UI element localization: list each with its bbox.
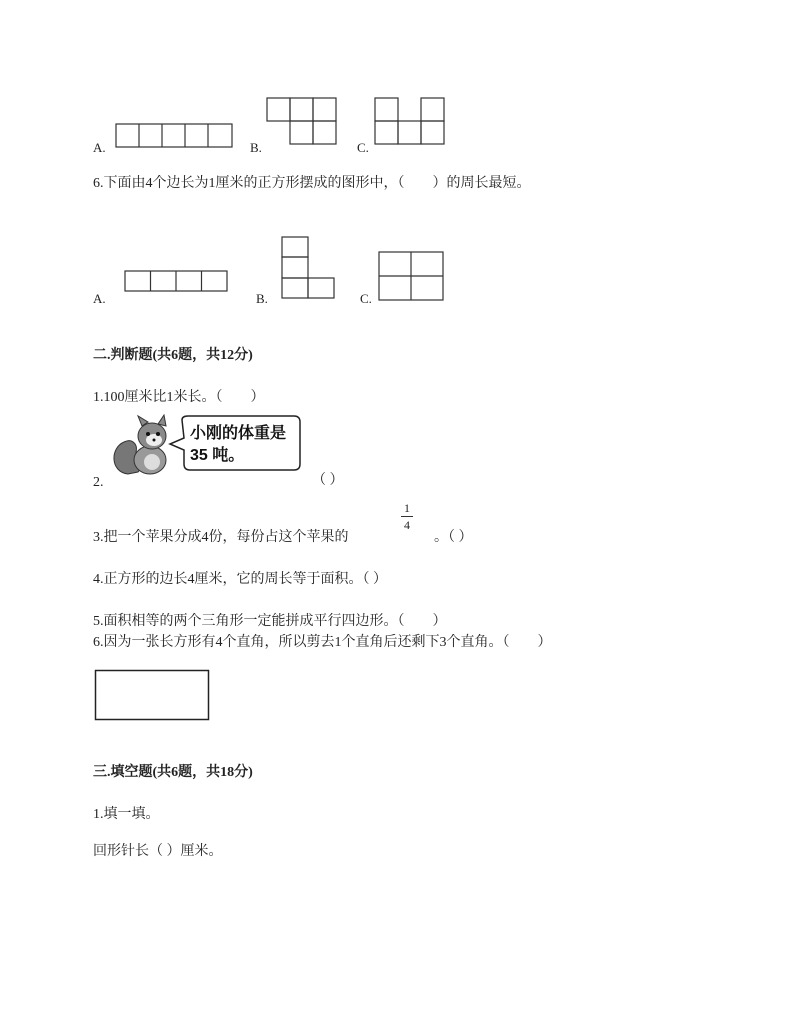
q6-option-a-label: A. [93,291,106,306]
q5-option-a-label: A. [93,140,106,155]
section2-heading: 二.判断题(共6题，共12分) [93,348,253,363]
q3-fraction-numerator: 1 [404,501,410,515]
q3-fraction-denominator: 4 [404,518,410,532]
section2-q1: 1.100厘米比1米长。（ ） [93,390,265,405]
q5-option-b-figure [264,96,340,148]
q5-option-a-figure [114,122,236,150]
section2-q4: 4.正方形的边长4厘米，它的周长等于面积。（ ） [93,572,387,587]
q3-fraction [400,501,414,532]
section2-q3-tail: 。（ ） [434,530,473,545]
rectangle-figure [94,669,212,723]
section2-q6: 6.因为一张长方形有4个直角，所以剪去1个直角后还剩下3个直角。（ ） [93,635,552,650]
q6-option-c-label: C. [360,291,372,306]
section3-heading: 三.填空题(共6题，共18分) [93,765,253,780]
section3-q1-sub: 回形针长（ ）厘米。 [93,844,223,859]
speech-bubble-line1: 小刚的体重是 [190,425,287,442]
q6-option-a-figure [123,269,231,295]
section2-q2-paren: （ ） [312,473,344,488]
q6-option-c-figure [377,250,447,302]
q6-text: 6.下面由4个边长为1厘米的正方形摆成的图形中，（ ）的周长最短。 [93,176,531,191]
squirrel-speech-illustration [108,414,304,478]
q3-fraction-bar [401,516,413,517]
q5-option-c-label: C. [357,140,369,155]
section2-q3-text: 3.把一个苹果分成4份，每份占这个苹果的 [93,530,349,545]
q5-option-c-figure [372,96,448,148]
q6-option-b-label: B. [256,291,268,306]
q5-option-b-label: B. [250,140,262,155]
speech-bubble-line2: 35 吨。 [190,447,245,464]
section2-q5: 5.面积相等的两个三角形一定能拼成平行四边形。（ ） [93,614,447,629]
q6-option-b-figure [280,235,338,301]
section2-q2-number: 2. [93,475,104,490]
section3-q1: 1.填一填。 [93,807,160,822]
